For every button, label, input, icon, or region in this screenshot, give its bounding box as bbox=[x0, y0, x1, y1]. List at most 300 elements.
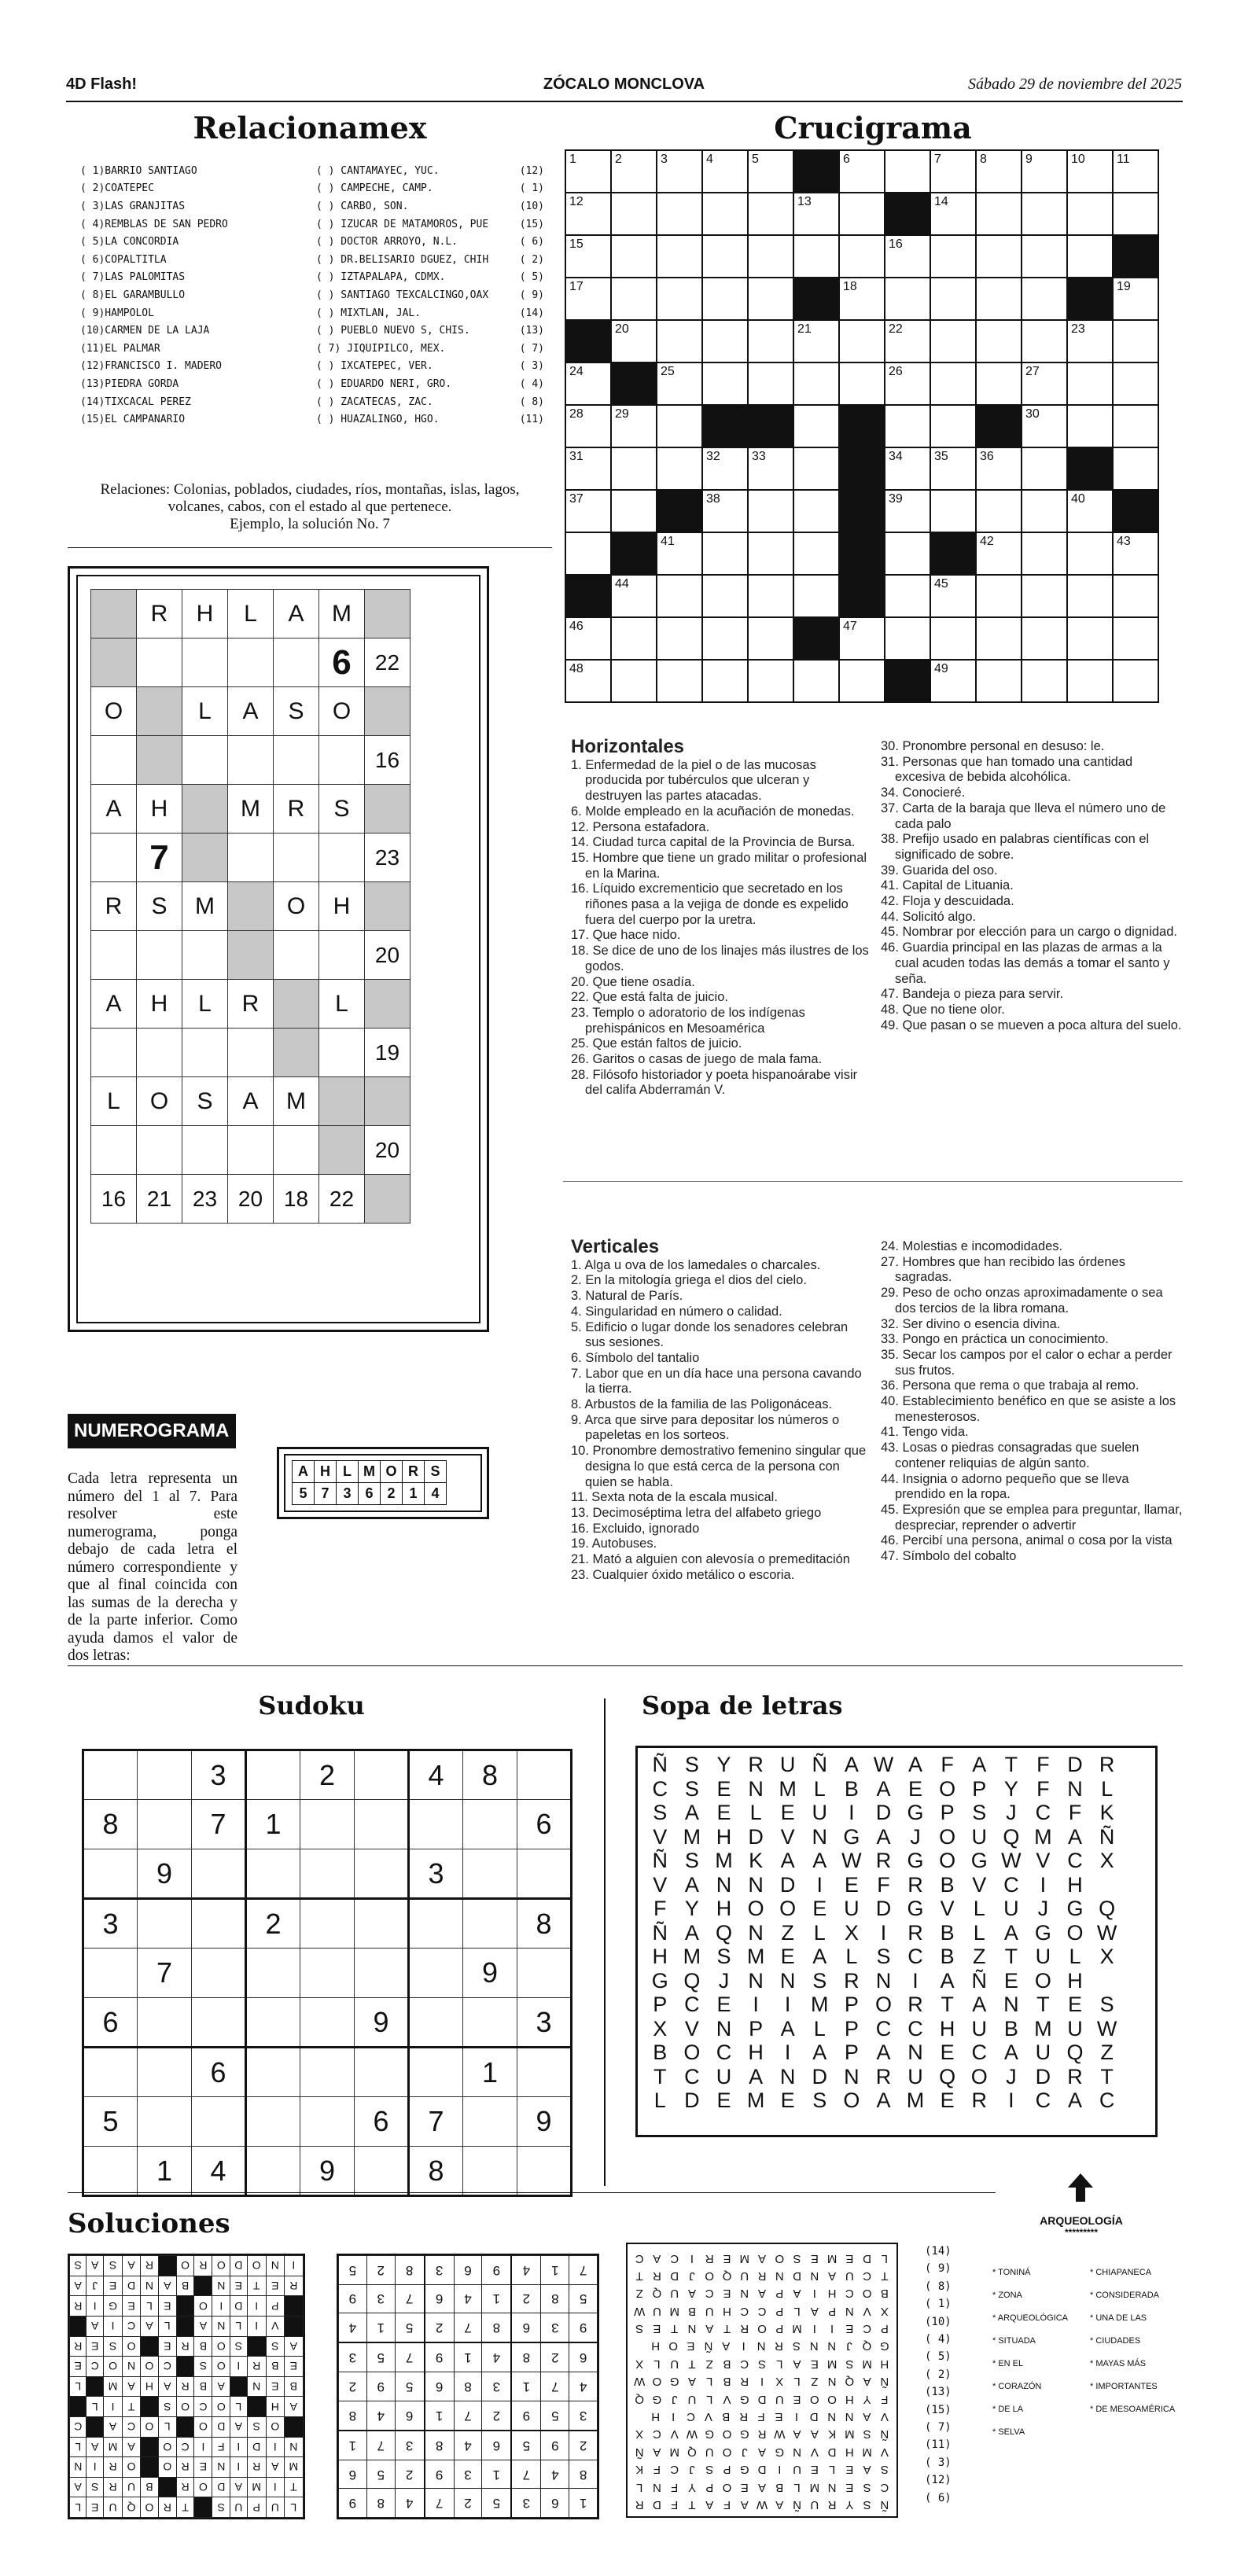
sopa-letter[interactable]: Y bbox=[1003, 1776, 1018, 1801]
sopa-letter[interactable]: P bbox=[844, 2016, 859, 2041]
sudoku-cell[interactable] bbox=[409, 2048, 463, 2097]
crossword-cell[interactable] bbox=[885, 490, 930, 532]
sopa-letter[interactable]: U bbox=[1067, 2016, 1083, 2041]
sopa-letter[interactable]: N bbox=[716, 2016, 732, 2041]
sopa-letter[interactable]: E bbox=[780, 1945, 795, 1968]
numerograma-cell[interactable] bbox=[91, 834, 137, 882]
crossword-cell[interactable] bbox=[748, 278, 793, 320]
crossword-cell[interactable] bbox=[702, 490, 748, 532]
sopa-letter[interactable]: B bbox=[940, 1920, 955, 1945]
sopa-letter[interactable]: N bbox=[748, 1920, 764, 1945]
sopa-letter[interactable]: C bbox=[1035, 2088, 1051, 2112]
sopa-letter[interactable]: C bbox=[652, 1776, 668, 1801]
sopa-letter[interactable]: M bbox=[746, 2088, 765, 2112]
sopa-letter[interactable]: T bbox=[941, 1993, 954, 2016]
numerograma-cell[interactable] bbox=[228, 834, 274, 882]
sopa-letter[interactable]: E bbox=[908, 1776, 923, 1801]
sudoku-cell[interactable] bbox=[409, 1949, 463, 1998]
crossword-cell[interactable] bbox=[657, 532, 702, 575]
sopa-letter[interactable]: O bbox=[939, 1776, 956, 1801]
crossword-cell[interactable] bbox=[930, 150, 976, 193]
crossword-cell[interactable] bbox=[565, 362, 611, 405]
crossword-cell[interactable] bbox=[976, 532, 1022, 575]
sudoku-cell[interactable] bbox=[463, 2097, 517, 2147]
sopa-letter[interactable]: A bbox=[684, 1801, 699, 1824]
sopa-letter[interactable]: L bbox=[1101, 1776, 1114, 1801]
sopa-letter[interactable]: D bbox=[1067, 1753, 1083, 1776]
sopa-letter[interactable]: J bbox=[1037, 1897, 1049, 1920]
numerograma-cell[interactable] bbox=[137, 1029, 182, 1077]
sopa-letter[interactable]: A bbox=[1068, 2088, 1083, 2112]
crossword-cell[interactable] bbox=[1113, 532, 1158, 575]
crossword-cell[interactable] bbox=[565, 660, 611, 702]
sopa-letter[interactable]: U bbox=[1003, 1897, 1019, 1920]
sopa-letter[interactable]: C bbox=[907, 1945, 923, 1968]
sopa-letter[interactable]: A bbox=[940, 1968, 955, 1993]
sopa-letter[interactable]: A bbox=[1003, 2041, 1018, 2064]
numerograma-cell[interactable] bbox=[91, 1126, 137, 1175]
crossword-cell[interactable] bbox=[839, 278, 885, 320]
crossword-cell[interactable] bbox=[976, 150, 1022, 193]
crossword-cell[interactable] bbox=[1067, 617, 1113, 660]
sopa-letter[interactable]: E bbox=[716, 2088, 731, 2112]
sudoku-cell[interactable] bbox=[192, 1949, 246, 1998]
crossword-cell[interactable] bbox=[930, 362, 976, 405]
sopa-letter[interactable]: C bbox=[716, 2041, 732, 2064]
crossword-cell[interactable] bbox=[930, 405, 976, 447]
sopa-letter[interactable]: O bbox=[1034, 1968, 1051, 1993]
crossword-cell[interactable] bbox=[1022, 447, 1067, 490]
crossword-cell[interactable] bbox=[657, 575, 702, 617]
sopa-letter[interactable]: N bbox=[812, 1824, 828, 1849]
crossword-cell[interactable] bbox=[611, 193, 657, 235]
crossword-cell[interactable] bbox=[702, 617, 748, 660]
numerograma-cell[interactable] bbox=[182, 931, 228, 980]
sopa-letter[interactable]: B bbox=[653, 2041, 668, 2064]
sopa-letter[interactable]: F bbox=[1036, 1776, 1050, 1801]
crossword-cell[interactable] bbox=[976, 320, 1022, 362]
crossword-cell[interactable] bbox=[1113, 278, 1158, 320]
numerograma-cell[interactable] bbox=[91, 931, 137, 980]
sopa-letter[interactable]: S bbox=[716, 1945, 731, 1968]
crossword-cell[interactable] bbox=[611, 278, 657, 320]
numerograma-cell[interactable] bbox=[274, 736, 319, 785]
crossword-cell[interactable] bbox=[1113, 193, 1158, 235]
sopa-letter[interactable]: Ñ bbox=[1099, 1824, 1115, 1849]
crossword-cell[interactable] bbox=[1022, 617, 1067, 660]
sopa-letter[interactable]: P bbox=[844, 2041, 859, 2064]
sopa-letter[interactable]: D bbox=[779, 1872, 796, 1897]
crossword-cell[interactable] bbox=[565, 278, 611, 320]
sopa-letter[interactable]: N bbox=[716, 1872, 732, 1897]
sudoku-cell[interactable] bbox=[138, 1899, 192, 1949]
crossword-cell[interactable] bbox=[839, 235, 885, 278]
sopa-letter[interactable]: V bbox=[1036, 1849, 1051, 1872]
sopa-letter[interactable]: D bbox=[748, 1824, 764, 1849]
crossword-cell[interactable] bbox=[565, 405, 611, 447]
crossword-cell[interactable] bbox=[1067, 362, 1113, 405]
crossword-cell[interactable] bbox=[657, 617, 702, 660]
sopa-letter[interactable]: U bbox=[971, 2016, 987, 2041]
crossword-cell[interactable] bbox=[930, 193, 976, 235]
sopa-letter[interactable]: N bbox=[907, 2041, 923, 2064]
sopa-letter[interactable]: M bbox=[683, 1824, 701, 1849]
crossword-cell[interactable] bbox=[565, 617, 611, 660]
sopa-letter[interactable]: F bbox=[941, 1753, 954, 1776]
crossword-cell[interactable] bbox=[1022, 320, 1067, 362]
crossword-cell[interactable] bbox=[1022, 362, 1067, 405]
sopa-letter[interactable]: Z bbox=[1100, 2041, 1114, 2064]
sopa-letter[interactable]: J bbox=[1006, 2064, 1017, 2088]
sudoku-cell[interactable] bbox=[246, 1849, 300, 1899]
crossword-cell[interactable] bbox=[885, 235, 930, 278]
sopa-letter[interactable]: A bbox=[972, 1753, 987, 1776]
sopa-letter[interactable]: C bbox=[1003, 1872, 1019, 1897]
sopa-letter[interactable]: B bbox=[940, 1945, 955, 1968]
sudoku-cell[interactable] bbox=[517, 1750, 572, 1800]
crossword-cell[interactable] bbox=[1022, 532, 1067, 575]
crossword-cell[interactable] bbox=[565, 532, 611, 575]
crossword-cell[interactable] bbox=[748, 617, 793, 660]
sopa-letter[interactable]: U bbox=[812, 1801, 828, 1824]
sudoku-cell[interactable] bbox=[83, 2147, 138, 2196]
sopa-letter[interactable]: O bbox=[683, 2041, 701, 2064]
sopa-letter[interactable]: C bbox=[684, 1993, 700, 2016]
sopa-letter[interactable]: N bbox=[1067, 1776, 1083, 1801]
sopa-letter[interactable]: E bbox=[940, 2088, 955, 2112]
crossword-cell[interactable] bbox=[1022, 278, 1067, 320]
sopa-letter[interactable]: R bbox=[971, 2088, 987, 2112]
sudoku-cell[interactable] bbox=[300, 1949, 355, 1998]
numerograma-cell[interactable] bbox=[319, 736, 365, 785]
sopa-letter[interactable]: X bbox=[844, 1920, 859, 1945]
sudoku-cell[interactable] bbox=[138, 1800, 192, 1849]
sopa-letter[interactable]: L bbox=[845, 1945, 858, 1968]
crossword-cell[interactable] bbox=[976, 575, 1022, 617]
sopa-letter[interactable]: O bbox=[843, 2088, 860, 2112]
sopa-letter[interactable]: G bbox=[970, 1849, 988, 1872]
crossword-cell[interactable] bbox=[1113, 447, 1158, 490]
crossword-cell[interactable] bbox=[1022, 150, 1067, 193]
sopa-letter[interactable]: R bbox=[844, 1968, 860, 1993]
sopa-letter[interactable]: C bbox=[1035, 1801, 1051, 1824]
sopa-letter[interactable]: S bbox=[1099, 1993, 1114, 2016]
sopa-letter[interactable]: A bbox=[749, 2064, 764, 2088]
sopa-letter[interactable]: R bbox=[1067, 2064, 1083, 2088]
numerograma-cell[interactable] bbox=[274, 931, 319, 980]
sopa-letter[interactable]: X bbox=[1099, 1945, 1114, 1968]
crossword-cell[interactable] bbox=[885, 532, 930, 575]
sopa-letter[interactable]: B bbox=[940, 1872, 955, 1897]
crossword-cell[interactable] bbox=[839, 660, 885, 702]
crossword-cell[interactable] bbox=[793, 447, 839, 490]
crossword-cell[interactable] bbox=[839, 150, 885, 193]
sopa-letter[interactable]: X bbox=[1099, 1849, 1114, 1872]
crossword-cell[interactable] bbox=[748, 362, 793, 405]
sudoku-cell[interactable] bbox=[138, 2048, 192, 2097]
crossword-cell[interactable] bbox=[1067, 405, 1113, 447]
sudoku-cell[interactable] bbox=[138, 1998, 192, 2048]
crossword-cell[interactable] bbox=[976, 660, 1022, 702]
sopa-letter[interactable]: V bbox=[684, 2016, 699, 2041]
crossword-cell[interactable] bbox=[748, 150, 793, 193]
sopa-letter[interactable]: M bbox=[1034, 2016, 1052, 2041]
sopa-letter[interactable]: R bbox=[875, 1849, 892, 1872]
sudoku-cell[interactable] bbox=[246, 1750, 300, 1800]
sopa-letter[interactable]: C bbox=[875, 2016, 892, 2041]
sudoku-cell[interactable] bbox=[192, 1899, 246, 1949]
sopa-letter[interactable]: W bbox=[1001, 1849, 1022, 1872]
sopa-letter[interactable]: N bbox=[1003, 1993, 1019, 2016]
sudoku-cell[interactable] bbox=[463, 1899, 517, 1949]
crossword-cell[interactable] bbox=[976, 447, 1022, 490]
numerograma-cell[interactable] bbox=[91, 1029, 137, 1077]
sopa-letter[interactable]: S bbox=[684, 1753, 699, 1776]
sopa-letter[interactable]: C bbox=[971, 2041, 987, 2064]
sopa-letter[interactable]: A bbox=[876, 1776, 891, 1801]
sopa-letter[interactable]: W bbox=[841, 1849, 862, 1872]
sopa-letter[interactable]: I bbox=[880, 1920, 887, 1945]
crossword-cell[interactable] bbox=[565, 490, 611, 532]
sopa-letter[interactable]: U bbox=[971, 1824, 987, 1849]
sopa-letter[interactable]: N bbox=[875, 1968, 892, 1993]
sopa-letter[interactable]: G bbox=[1066, 1897, 1084, 1920]
crossword-cell[interactable] bbox=[1067, 150, 1113, 193]
crossword-cell[interactable] bbox=[793, 660, 839, 702]
sopa-letter[interactable]: D bbox=[812, 2064, 828, 2088]
numerograma-cell[interactable] bbox=[228, 1126, 274, 1175]
crossword-cell[interactable] bbox=[1113, 575, 1158, 617]
sudoku-cell[interactable] bbox=[192, 1998, 246, 2048]
sopa-letter[interactable]: Ñ bbox=[652, 1849, 668, 1872]
sopa-letter[interactable]: W bbox=[873, 1753, 894, 1776]
sopa-letter[interactable]: S bbox=[876, 1945, 891, 1968]
numerograma-cell[interactable] bbox=[319, 931, 365, 980]
crossword-cell[interactable] bbox=[976, 490, 1022, 532]
sopa-letter[interactable]: P bbox=[749, 2016, 764, 2041]
sopa-letter[interactable]: E bbox=[1003, 1968, 1018, 1993]
crossword-cell[interactable] bbox=[702, 575, 748, 617]
sopa-letter[interactable]: L bbox=[1069, 1945, 1081, 1968]
sudoku-cell[interactable] bbox=[83, 1949, 138, 1998]
sopa-letter[interactable]: I bbox=[912, 1968, 919, 1993]
crossword-cell[interactable] bbox=[1067, 235, 1113, 278]
sopa-letter[interactable]: A bbox=[1003, 1920, 1018, 1945]
crossword-cell[interactable] bbox=[976, 617, 1022, 660]
crossword-cell[interactable] bbox=[839, 193, 885, 235]
sopa-letter[interactable]: O bbox=[747, 1897, 764, 1920]
sudoku-cell[interactable] bbox=[246, 2048, 300, 2097]
crossword-cell[interactable] bbox=[702, 320, 748, 362]
sopa-letter[interactable]: A bbox=[684, 1872, 699, 1897]
sudoku-cell[interactable] bbox=[300, 1998, 355, 2048]
numerograma-cell[interactable] bbox=[182, 736, 228, 785]
sopa-letter[interactable]: V bbox=[940, 1897, 955, 1920]
sopa-letter[interactable]: U bbox=[716, 2064, 732, 2088]
sudoku-cell[interactable] bbox=[355, 1899, 409, 1949]
crossword-cell[interactable] bbox=[565, 150, 611, 193]
crossword-cell[interactable] bbox=[565, 235, 611, 278]
sopa-letter[interactable]: C bbox=[1099, 2088, 1115, 2112]
crossword-cell[interactable] bbox=[930, 660, 976, 702]
crossword-cell[interactable] bbox=[611, 447, 657, 490]
sopa-letter[interactable]: I bbox=[849, 1801, 855, 1824]
sopa-letter[interactable]: F bbox=[653, 1897, 667, 1920]
sopa-letter[interactable]: C bbox=[1067, 1849, 1083, 1872]
sopa-letter[interactable]: V bbox=[972, 1872, 987, 1897]
sopa-letter[interactable]: E bbox=[1068, 1993, 1083, 2016]
numerograma-cell[interactable] bbox=[91, 736, 137, 785]
sopa-letter[interactable]: F bbox=[877, 1872, 890, 1897]
sopa-letter[interactable]: Ñ bbox=[812, 1753, 828, 1776]
sudoku-cell[interactable] bbox=[463, 1800, 517, 1849]
crossword-cell[interactable] bbox=[1022, 235, 1067, 278]
sopa-letter[interactable]: O bbox=[874, 1993, 892, 2016]
sopa-letter[interactable]: J bbox=[1006, 1801, 1017, 1824]
sopa-letter[interactable]: Q bbox=[683, 1968, 701, 1993]
sopa-letter[interactable]: O bbox=[1066, 1920, 1084, 1945]
sopa-letter[interactable]: R bbox=[907, 1993, 923, 2016]
sudoku-cell[interactable] bbox=[409, 1998, 463, 2048]
sopa-letter[interactable]: S bbox=[972, 1801, 987, 1824]
numerograma-cell[interactable] bbox=[228, 638, 274, 687]
sopa-letter[interactable]: L bbox=[973, 1920, 985, 1945]
sudoku-cell[interactable] bbox=[83, 1849, 138, 1899]
crossword-cell[interactable] bbox=[702, 660, 748, 702]
crossword-cell[interactable] bbox=[657, 660, 702, 702]
sudoku-cell[interactable] bbox=[246, 1998, 300, 2048]
sopa-letter[interactable]: D bbox=[684, 2088, 700, 2112]
crossword-cell[interactable] bbox=[702, 235, 748, 278]
sopa-letter[interactable]: G bbox=[907, 1897, 924, 1920]
crossword-cell[interactable] bbox=[1022, 193, 1067, 235]
sudoku-cell[interactable] bbox=[517, 2147, 572, 2196]
sopa-letter[interactable]: T bbox=[1036, 1993, 1050, 2016]
numerograma-cell[interactable] bbox=[274, 638, 319, 687]
sopa-letter[interactable]: Q bbox=[715, 1920, 732, 1945]
sopa-letter[interactable]: S bbox=[684, 1849, 699, 1872]
sopa-letter[interactable]: M bbox=[779, 1776, 797, 1801]
sudoku-cell[interactable] bbox=[355, 1750, 409, 1800]
crossword-cell[interactable] bbox=[702, 150, 748, 193]
sopa-letter[interactable]: F bbox=[1068, 1801, 1082, 1824]
numerograma-cell[interactable] bbox=[319, 1029, 365, 1077]
crossword-cell[interactable] bbox=[611, 660, 657, 702]
sopa-letter[interactable]: N bbox=[748, 1872, 764, 1897]
crossword-cell[interactable] bbox=[702, 278, 748, 320]
numerograma-cell[interactable] bbox=[182, 1029, 228, 1077]
sopa-letter[interactable]: W bbox=[1096, 1920, 1117, 1945]
crossword-cell[interactable] bbox=[1113, 617, 1158, 660]
crossword-cell[interactable] bbox=[793, 575, 839, 617]
sopa-letter[interactable]: T bbox=[1100, 2064, 1114, 2088]
sopa-letter[interactable]: N bbox=[748, 1776, 764, 1801]
sopa-letter[interactable]: T bbox=[1004, 1945, 1018, 1968]
crossword-cell[interactable] bbox=[930, 617, 976, 660]
crossword-cell[interactable] bbox=[748, 447, 793, 490]
crossword-cell[interactable] bbox=[885, 617, 930, 660]
sopa-letter[interactable]: A bbox=[844, 1753, 859, 1776]
sopa-letter[interactable]: H bbox=[939, 2016, 955, 2041]
sopa-letter[interactable]: S bbox=[812, 1968, 827, 1993]
sopa-letter[interactable]: A bbox=[876, 2088, 891, 2112]
crossword-cell[interactable] bbox=[1067, 575, 1113, 617]
sudoku-cell[interactable] bbox=[300, 1899, 355, 1949]
sopa-letter[interactable]: I bbox=[784, 1993, 791, 2016]
sopa-letter[interactable]: R bbox=[1099, 1753, 1115, 1776]
crossword-cell[interactable] bbox=[565, 193, 611, 235]
sopa-letter[interactable]: E bbox=[844, 1872, 859, 1897]
crossword-cell[interactable] bbox=[885, 575, 930, 617]
sudoku-cell[interactable] bbox=[355, 2048, 409, 2097]
sopa-letter[interactable]: I bbox=[1008, 2088, 1014, 2112]
sopa-letter[interactable]: U bbox=[844, 1897, 860, 1920]
sudoku-cell[interactable] bbox=[355, 1949, 409, 1998]
sopa-letter[interactable]: M bbox=[811, 1993, 829, 2016]
sudoku-cell[interactable] bbox=[517, 2048, 572, 2097]
sopa-letter[interactable]: M bbox=[683, 1945, 701, 1968]
sopa-letter[interactable]: L bbox=[749, 1801, 762, 1824]
crossword-cell[interactable] bbox=[1067, 660, 1113, 702]
sopa-letter[interactable]: V bbox=[653, 1824, 668, 1849]
sopa-letter[interactable]: H bbox=[1067, 1872, 1083, 1897]
crossword-cell[interactable] bbox=[748, 575, 793, 617]
sopa-letter[interactable]: Q bbox=[1003, 1824, 1020, 1849]
sopa-letter[interactable]: O bbox=[939, 1824, 956, 1849]
sopa-letter[interactable]: A bbox=[812, 1945, 827, 1968]
crossword-cell[interactable] bbox=[930, 278, 976, 320]
sopa-letter[interactable]: H bbox=[1067, 1968, 1083, 1993]
crossword-cell[interactable] bbox=[839, 320, 885, 362]
sopa-letter[interactable]: A bbox=[780, 1849, 795, 1872]
crossword-cell[interactable] bbox=[748, 193, 793, 235]
sopa-letter[interactable]: N bbox=[844, 2064, 860, 2088]
crossword-cell[interactable] bbox=[1113, 150, 1158, 193]
crossword-cell[interactable] bbox=[1067, 193, 1113, 235]
sopa-letter[interactable]: U bbox=[1035, 1945, 1051, 1968]
sopa-letter[interactable]: A bbox=[812, 2041, 827, 2064]
crossword-cell[interactable] bbox=[748, 490, 793, 532]
sudoku-cell[interactable] bbox=[246, 2097, 300, 2147]
crossword-cell[interactable] bbox=[976, 278, 1022, 320]
sopa-letter[interactable]: J bbox=[910, 1824, 921, 1849]
sopa-letter[interactable]: Q bbox=[1066, 2041, 1084, 2064]
sopa-letter[interactable]: T bbox=[653, 2064, 667, 2088]
crossword-cell[interactable] bbox=[748, 532, 793, 575]
crossword-cell[interactable] bbox=[611, 320, 657, 362]
crossword-cell[interactable] bbox=[748, 320, 793, 362]
sopa-letter[interactable]: D bbox=[875, 1897, 892, 1920]
sopa-letter[interactable]: E bbox=[716, 1801, 731, 1824]
sopa-letter[interactable]: E bbox=[780, 1801, 795, 1824]
numerograma-cell[interactable] bbox=[137, 1126, 182, 1175]
crossword-cell[interactable] bbox=[657, 405, 702, 447]
sudoku-cell[interactable] bbox=[246, 1949, 300, 1998]
sopa-letter[interactable]: A bbox=[876, 2041, 891, 2064]
crossword-cell[interactable] bbox=[885, 278, 930, 320]
sopa-letter[interactable]: R bbox=[748, 1753, 764, 1776]
crossword-cell[interactable] bbox=[702, 532, 748, 575]
numerograma-cell[interactable] bbox=[228, 736, 274, 785]
sopa-letter[interactable]: R bbox=[907, 1872, 923, 1897]
crossword-cell[interactable] bbox=[793, 235, 839, 278]
crossword-cell[interactable] bbox=[657, 193, 702, 235]
sopa-letter[interactable]: X bbox=[653, 2016, 668, 2041]
sudoku-cell[interactable] bbox=[409, 1800, 463, 1849]
crossword-cell[interactable] bbox=[657, 235, 702, 278]
numerograma-cell[interactable] bbox=[182, 638, 228, 687]
sopa-letter[interactable]: A bbox=[812, 1849, 827, 1872]
